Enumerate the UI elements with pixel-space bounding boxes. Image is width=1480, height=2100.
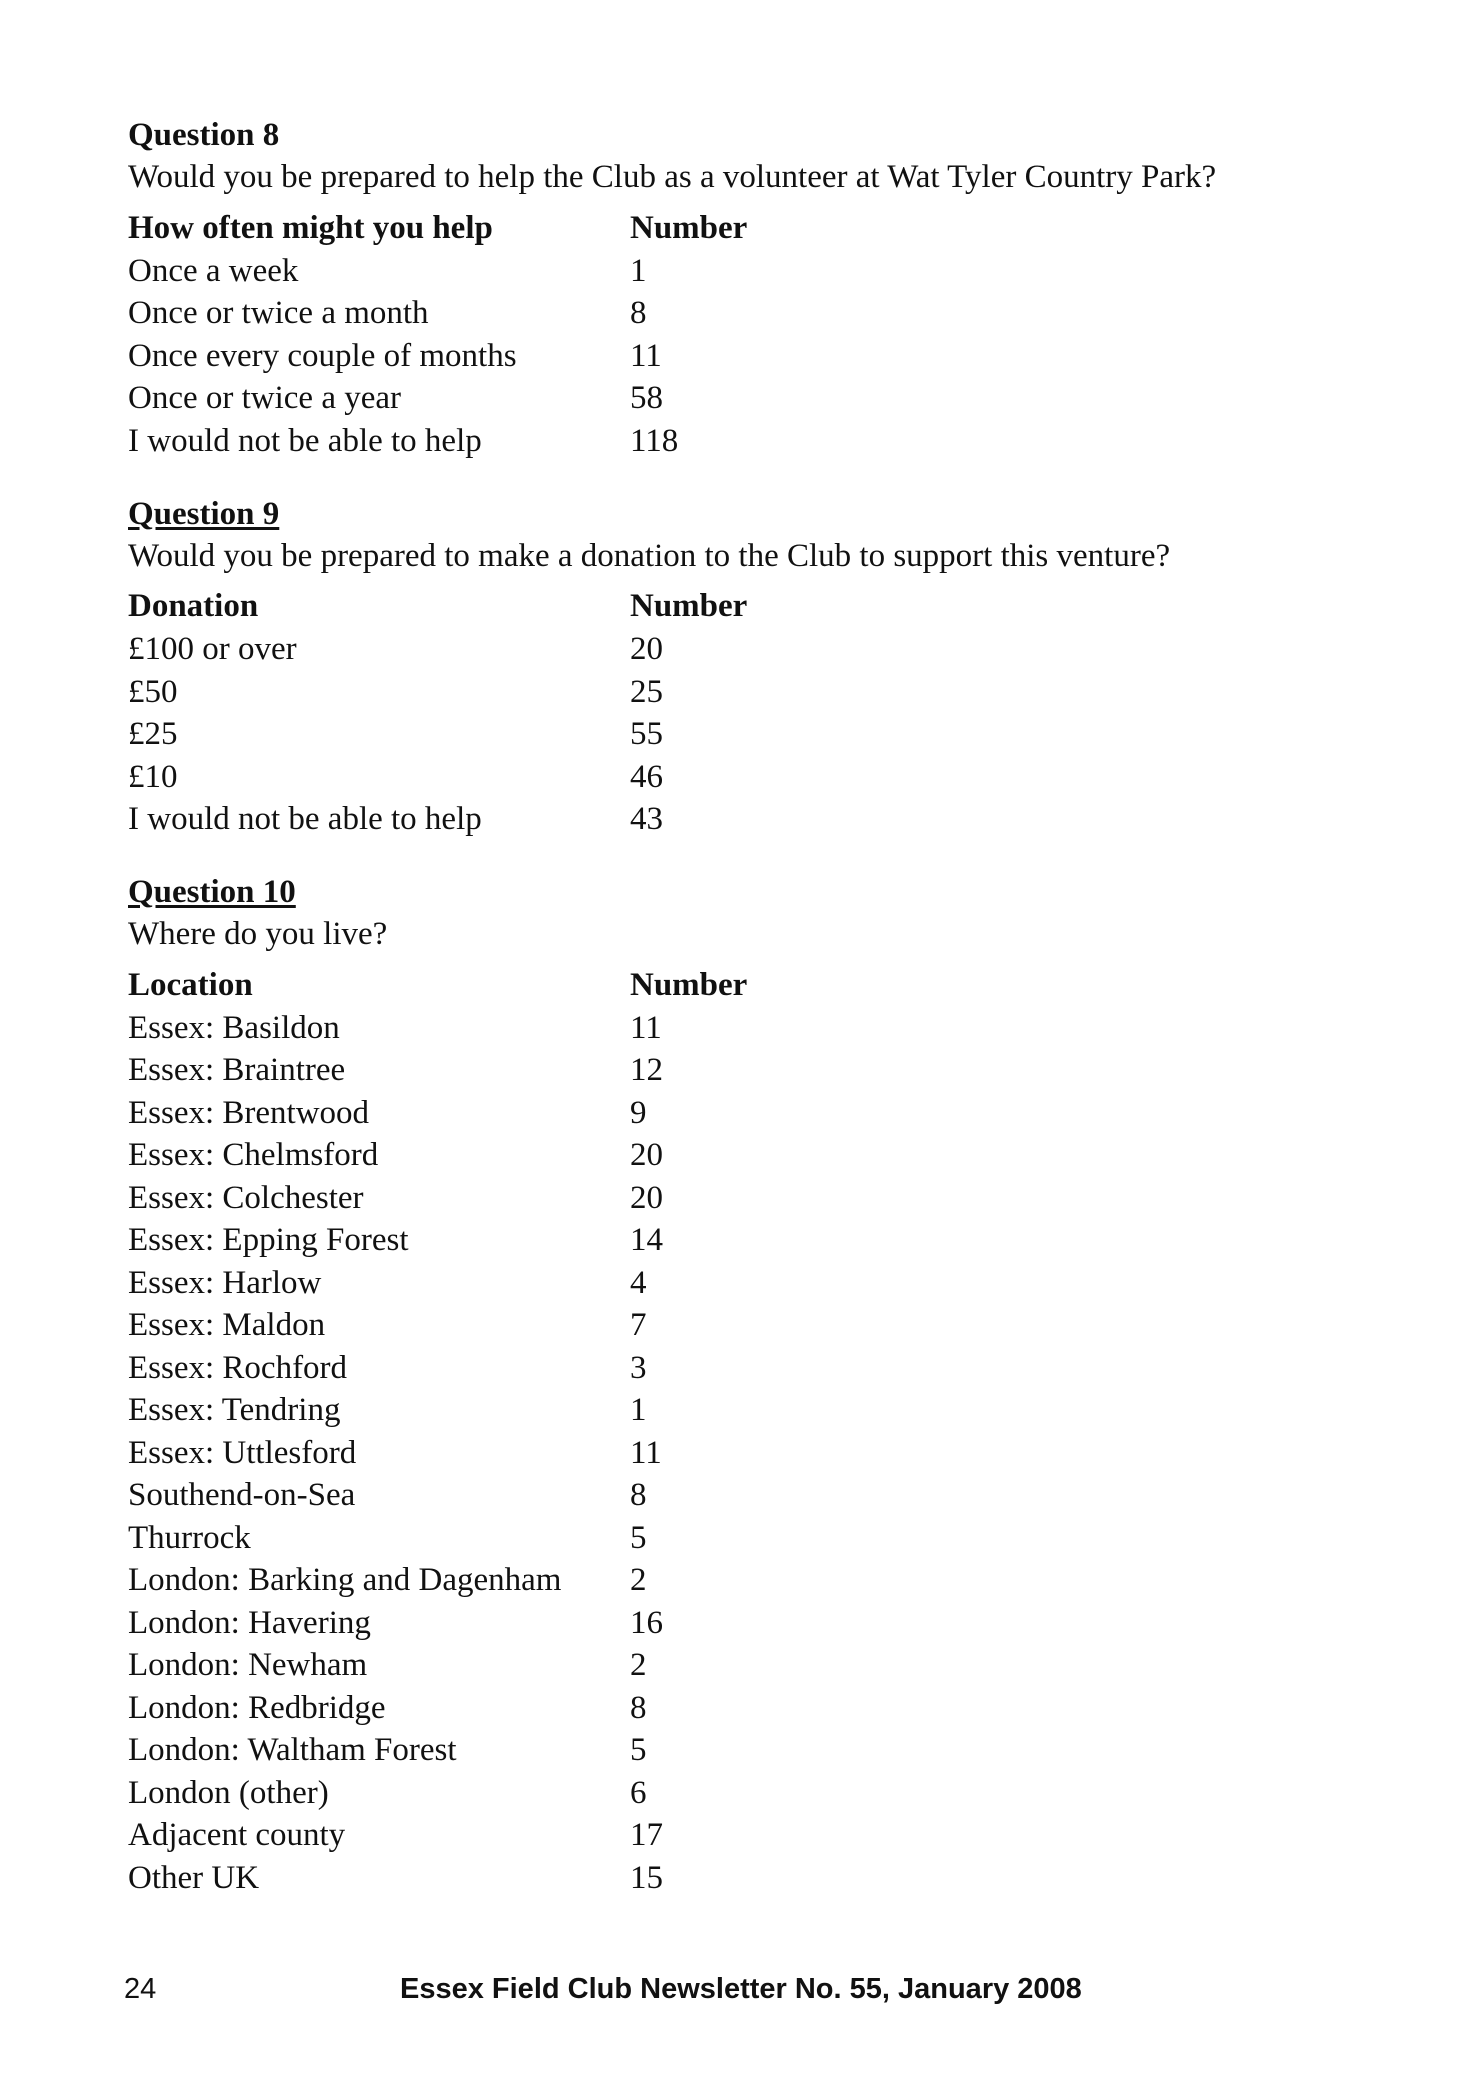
question-text: Would you be prepared to help the Club as a volunteer at Wat Tyler Country Park?	[128, 159, 1217, 195]
row-label: £25	[128, 716, 178, 753]
row-number: 118	[630, 422, 679, 459]
table-row	[128, 1347, 747, 1390]
question-8	[128, 114, 1358, 463]
row-number: 14	[630, 1222, 663, 1259]
row-label: London: Waltham Forest	[128, 1732, 457, 1769]
page-content	[128, 114, 1358, 1928]
row-number: 46	[630, 758, 663, 795]
page-number: 24	[124, 1973, 157, 2005]
row-label: London (other)	[128, 1774, 329, 1811]
row-number: 16	[630, 1604, 663, 1641]
row-label: Essex: Tendring	[128, 1392, 341, 1429]
row-number: 6	[630, 1774, 647, 1811]
question-title: Question 9	[128, 495, 280, 532]
table-row	[128, 756, 747, 799]
row-label: London: Newham	[128, 1647, 368, 1684]
table-row	[128, 1220, 747, 1263]
column-header-option: Donation	[128, 588, 259, 624]
row-label: Essex: Maldon	[128, 1307, 326, 1344]
row-number: 5	[630, 1732, 647, 1769]
row-number: 20	[630, 1179, 663, 1216]
table-row	[128, 1432, 747, 1475]
table-row	[128, 1772, 747, 1815]
row-label: Southend-on-Sea	[128, 1477, 356, 1514]
row-label: £50	[128, 673, 178, 710]
column-header-number: Number	[630, 209, 748, 246]
row-number: 20	[630, 631, 663, 668]
table-row	[128, 1517, 747, 1560]
answers-table	[128, 963, 747, 1900]
table-row	[128, 1602, 747, 1645]
answers-table	[128, 585, 747, 842]
table-row	[128, 799, 747, 842]
column-header-number: Number	[630, 588, 748, 624]
table-row	[128, 1815, 747, 1858]
answers-body	[128, 1007, 747, 1900]
table-row	[128, 1645, 747, 1688]
table-header-row	[128, 206, 747, 250]
answers-body	[128, 250, 747, 463]
row-label: Essex: Rochford	[128, 1349, 348, 1386]
table-header-row	[128, 585, 747, 629]
question-10	[128, 871, 1358, 1900]
publication-title: Essex Field Club Newsletter No. 55, January 2008	[400, 1973, 1082, 2005]
table-row	[128, 671, 747, 714]
table-row	[128, 1007, 747, 1050]
row-number: 1	[630, 252, 647, 289]
row-number: 12	[630, 1052, 663, 1089]
row-number: 8	[630, 1477, 647, 1514]
table-row	[128, 378, 747, 421]
row-label: Essex: Harlow	[128, 1264, 322, 1301]
row-label: I would not be able to help	[128, 422, 482, 459]
row-number: 3	[630, 1349, 647, 1386]
column-header-number: Number	[630, 966, 748, 1003]
row-label: London: Redbridge	[128, 1689, 386, 1726]
question-text: Where do you live?	[128, 916, 388, 952]
answers-table	[128, 206, 747, 463]
question-9	[128, 493, 1358, 842]
table-row	[128, 1305, 747, 1348]
row-number: 2	[630, 1562, 647, 1599]
row-label: Other UK	[128, 1859, 260, 1896]
question-title: Question 10	[128, 874, 296, 910]
row-label: Once a week	[128, 252, 299, 289]
row-label: Essex: Braintree	[128, 1052, 346, 1089]
row-label: London: Havering	[128, 1604, 371, 1641]
table-row	[128, 250, 747, 293]
row-number: 5	[630, 1519, 647, 1556]
table-row	[128, 1092, 747, 1135]
row-number: 25	[630, 673, 663, 710]
row-label: Once every couple of months	[128, 337, 517, 374]
row-label: Essex: Chelmsford	[128, 1137, 379, 1174]
table-header-row	[128, 963, 747, 1007]
row-number: 15	[630, 1859, 663, 1896]
row-number: 8	[630, 295, 647, 332]
row-number: 58	[630, 380, 663, 417]
row-label: Essex: Colchester	[128, 1179, 364, 1216]
row-label: London: Barking and Dagenham	[128, 1562, 562, 1599]
row-label: Essex: Uttlesford	[128, 1434, 357, 1471]
row-number: 55	[630, 716, 663, 753]
column-header-option: How often might you help	[128, 209, 493, 246]
row-number: 17	[630, 1817, 663, 1854]
table-row	[128, 1135, 747, 1178]
row-label: Thurrock	[128, 1519, 251, 1556]
row-label: £10	[128, 758, 178, 795]
answers-body	[128, 629, 747, 842]
row-number: 1	[630, 1392, 647, 1429]
table-row	[128, 1177, 747, 1220]
row-number: 43	[630, 801, 663, 838]
table-row	[128, 1560, 747, 1603]
row-label: Once or twice a year	[128, 380, 402, 417]
row-label: Once or twice a month	[128, 295, 429, 332]
row-number: 20	[630, 1137, 663, 1174]
table-row	[128, 629, 747, 672]
table-row	[128, 420, 747, 463]
row-label: £100 or over	[128, 631, 297, 668]
row-label: I would not be able to help	[128, 801, 482, 838]
column-header-option: Location	[128, 966, 253, 1003]
row-number: 9	[630, 1094, 647, 1131]
row-label: Essex: Brentwood	[128, 1094, 370, 1131]
row-number: 11	[630, 1009, 662, 1046]
table-row	[128, 1390, 747, 1433]
table-row	[128, 1050, 747, 1093]
row-number: 2	[630, 1647, 647, 1684]
table-row	[128, 714, 747, 757]
row-label: Adjacent county	[128, 1817, 346, 1854]
row-label: Essex: Basildon	[128, 1009, 340, 1046]
question-title: Question 8	[128, 117, 280, 153]
question-text: Would you be prepared to make a donation to the Club to support this venture?	[128, 537, 1171, 574]
table-row	[128, 1262, 747, 1305]
table-row	[128, 1730, 747, 1773]
row-number: 8	[630, 1689, 647, 1726]
table-row	[128, 335, 747, 378]
row-number: 7	[630, 1307, 647, 1344]
row-number: 11	[630, 1434, 662, 1471]
table-row	[128, 1475, 747, 1518]
row-number: 4	[630, 1264, 647, 1301]
table-row	[128, 293, 747, 336]
table-row	[128, 1857, 747, 1900]
table-row	[128, 1687, 747, 1730]
row-label: Essex: Epping Forest	[128, 1222, 409, 1259]
row-number: 11	[630, 337, 662, 374]
